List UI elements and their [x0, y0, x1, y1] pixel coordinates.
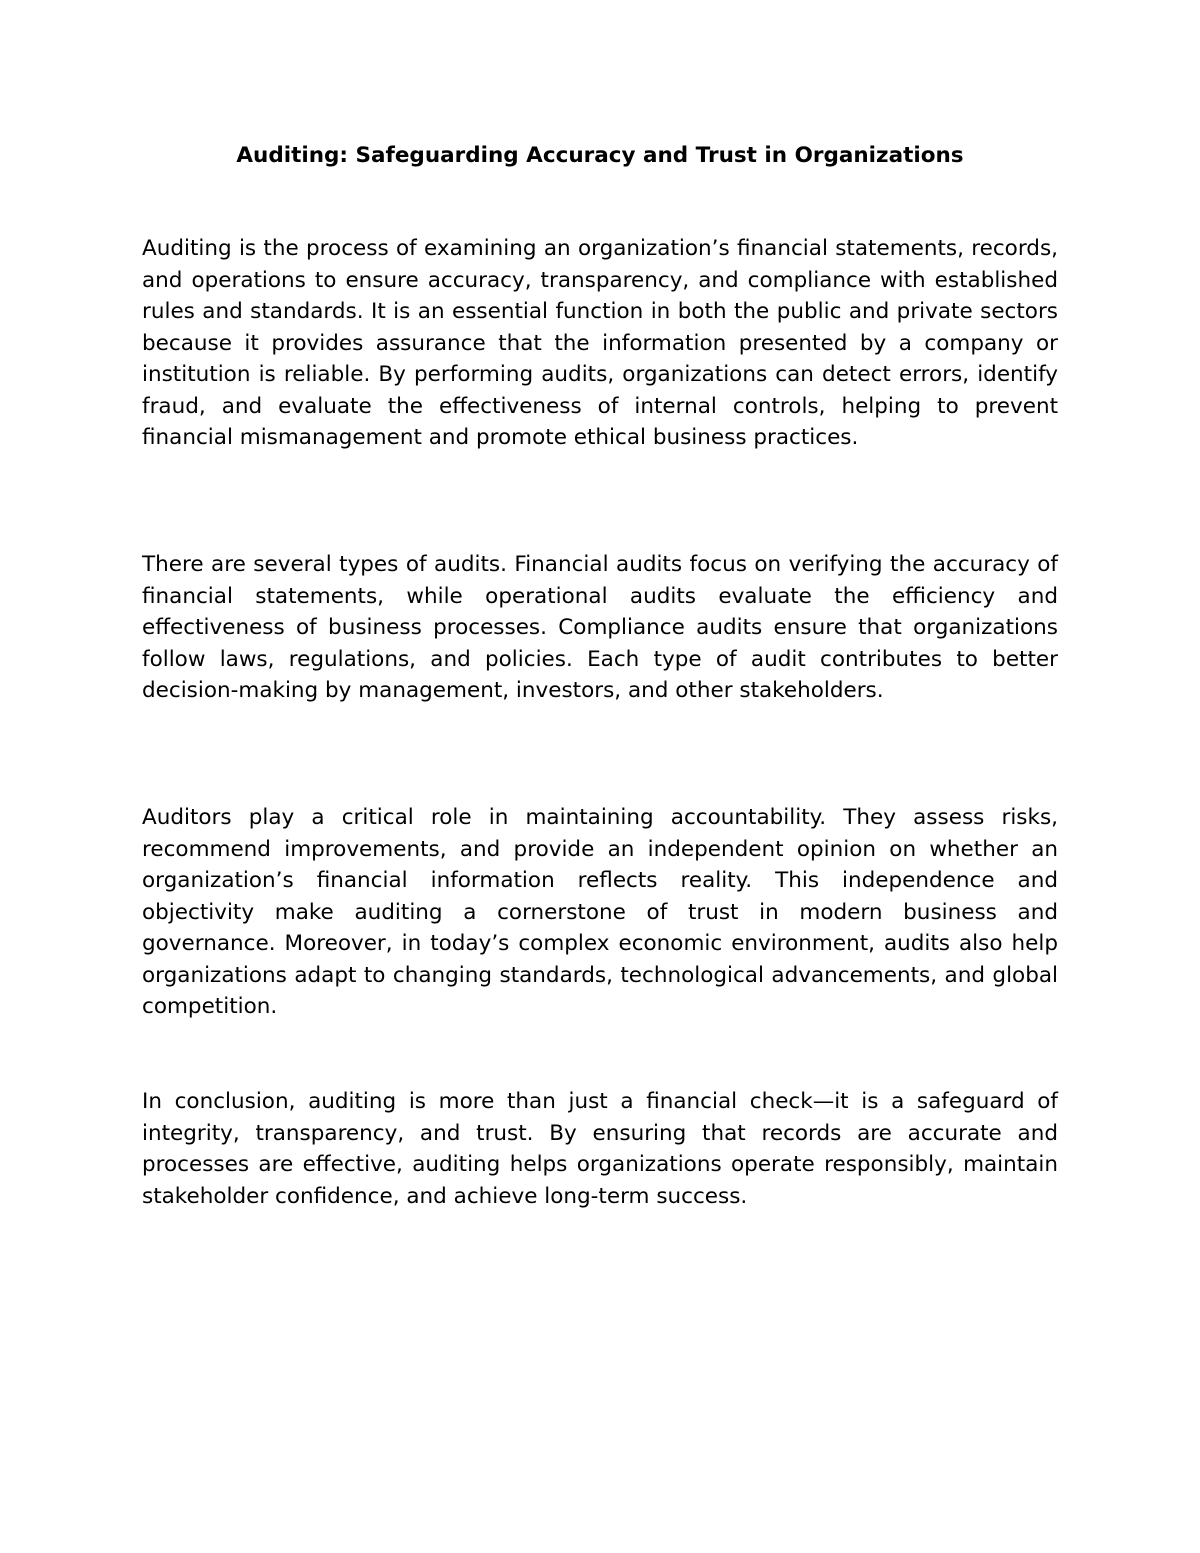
paragraph-conclusion: In conclusion, auditing is more than just a financial check—it is a safeguard of integrity, transparency, and trust. By ensuring that records are accurate and processes are effective, auditing helps organizations operate responsibly, maintain stakeholder confidence, and achieve long-term success. [142, 1089, 1058, 1209]
document-title: Auditing: Safeguarding Accuracy and Trust in Organizations [236, 143, 964, 168]
paragraph-types-of-audits: There are several types of audits. Financial audits focus on verifying the accuracy of financial statements, while operational audits evaluate the efficiency and effectiveness of business processes. Compliance audits ensure that organizations follow laws, regulations, and policies. Each type of audit contributes to better decision-making by management, investors, and other stakeholders. [142, 552, 1058, 703]
paragraph-role-of-auditors: Auditors play a critical role in maintaining accountability. They assess risks, recommend improvements, and provide an independent opinion on whether an organization’s financial information reflects reality. This independence and objectivity make auditing a cornerstone of trust in modern business and governance. Moreover, in today’s complex economic environment, audits also help organizations adapt to changing standards, technological advancements, and global competition. [142, 805, 1058, 1019]
paragraph-introduction: Auditing is the process of examining an organization’s financial statements, records, and operations to ensure accuracy, transparency, and compliance with established rules and standards. It is an essential function in both the public and private sectors because it provides assurance that the information presented by a company or institution is reliable. By performing audits, organizations can detect errors, identify fraud, and evaluate the effectiveness of internal controls, helping to prevent financial mismanagement and promote ethical business practices. [142, 236, 1058, 450]
